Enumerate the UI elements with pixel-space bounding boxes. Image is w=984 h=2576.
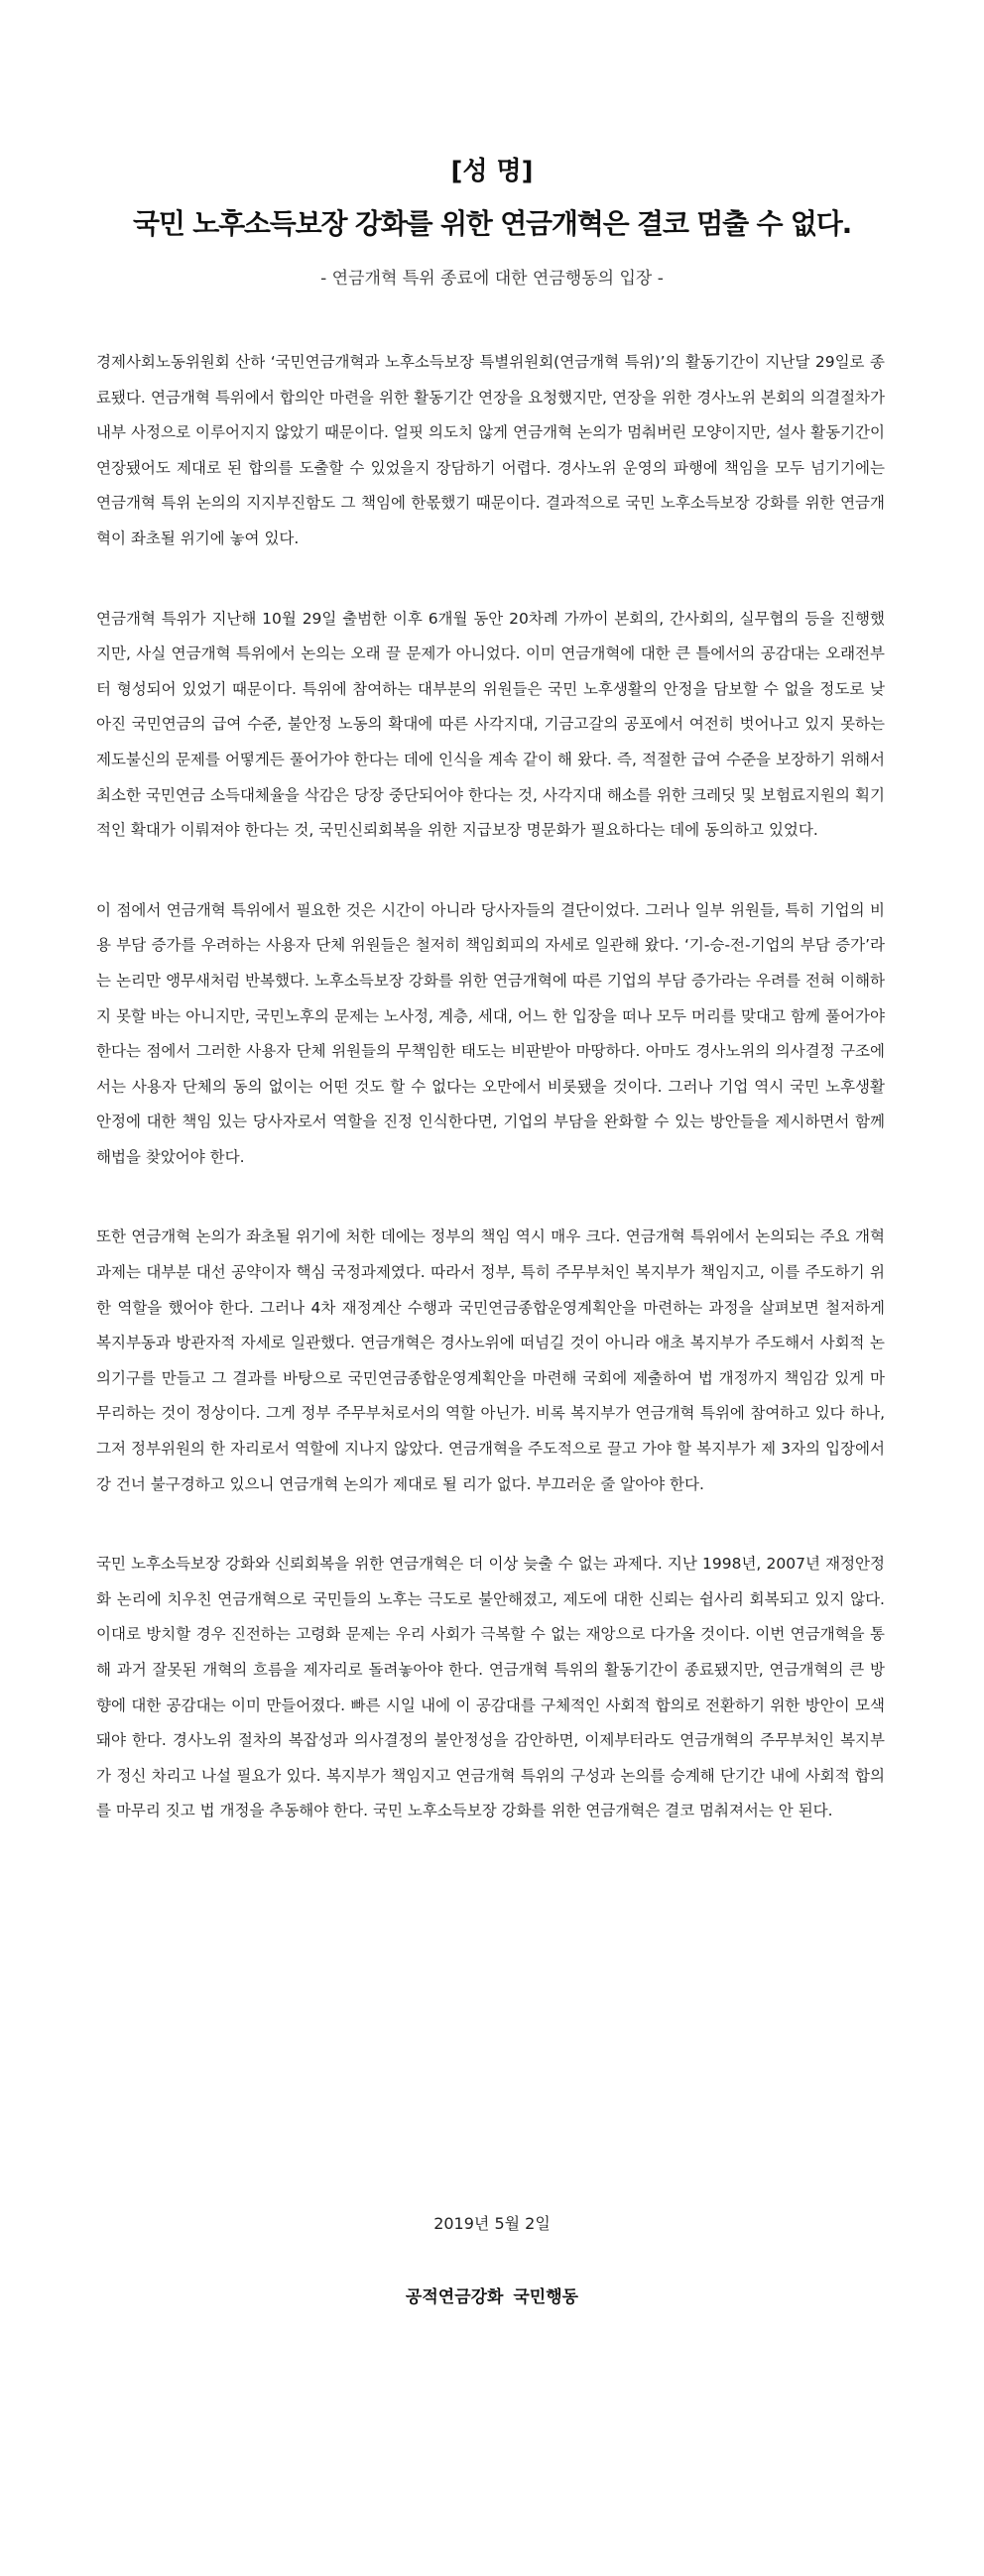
statement-date: 2019년 5월 2일 xyxy=(433,2214,551,2233)
statement-label: [성 명] xyxy=(450,157,534,186)
body-paragraph-2: 연금개혁 특위가 지난해 10월 29일 출범한 이후 6개월 동안 20차례 가까이 본회의, 간사회의, 실무협의 등을 진행했지만, 사실 연금개혁 특위에서 논의는 오래 끌 문제가 아니었다. 이미 연금개혁에 대한 큰 틀에서의 공감대는 오래전부터 형성되어 있었기 때문이다. 특위에 참여하는 대부분의 위원들은 국민 노후생활의 안정을 담보할 수 없을 정도로 낮아진 국민연금의 급여 수준, 불안정 노동의 확대에 따른 사각지대, 기금고갈의 공포에서 여전히 벗어나고 있지 못하는 제도불신의 문제를 어떻게든 풀어가야 한다는 데에 인식을 계속 같이 해 왔다. 즉, 적절한 급여 수준을 보장하기 위해서 최소한 국민연금 소득대체율을 삭감은 당장 중단되어야 한다는 것, 사각지대 해소를 위한 크레딧 및 보험료지원의 획기적인 확대가 이뤄져야 한다는 것, 국민신뢰회복을 위한 지급보장 명문화가 필요하다는 데에 동의하고 있었다. xyxy=(96,609,885,840)
statement-subtitle: - 연금개혁 특위 종료에 대한 연금행동의 입장 - xyxy=(320,269,664,289)
statement-body xyxy=(96,345,885,1874)
body-paragraph-3: 이 점에서 연금개혁 특위에서 필요한 것은 시간이 아니라 당사자들의 결단이었다. 그러나 일부 위원들, 특히 기업의 비용 부담 증가를 우려하는 사용자 단체 위원들은 철저히 책임회피의 자세로 일관해 왔다. ‘기-승-전-기업의 부담 증가’라는 논리만 앵무새처럼 반복했다. 노후소득보장 강화를 위한 연금개혁에 따른 기업의 부담 증가라는 우려를 전혀 이해하지 못할 바는 아니지만, 국민노후의 문제는 노사정, 계층, 세대, 어느 한 입장을 떠나 모두 머리를 맞대고 함께 풀어가야 한다는 점에서 그러한 사용자 단체 위원들의 무책임한 태도는 비판받아 마땅하다. 아마도 경사노위의 의사결정 구조에서는 사용자 단체의 동의 없이는 어떤 것도 할 수 없다는 오만에서 비롯됐을 것이다. 그러나 기업 역시 국민 노후생활 안정에 대한 책임 있는 당사자로서 역할을 진정 인식한다면, 기업의 부담을 완화할 수 있는 방안들을 제시하면서 함께 해법을 찾았어야 한다. xyxy=(96,900,885,1166)
statement-title: 국민 노후소득보장 강화를 위한 연금개혁은 결코 멈출 수 없다. xyxy=(132,207,852,240)
body-paragraph-1: 경제사회노동위원회 산하 ‘국민연금개혁과 노후소득보장 특별위원회(연금개혁 특위)’의 활동기간이 지난달 29일로 종료됐다. 연금개혁 특위에서 합의안 마련을 위한 활동기간 연장을 요청했지만, 연장을 위한 경사노위 본회의 의결절차가 내부 사정으로 이루어지지 않았기 때문이다. 얼핏 의도치 않게 연금개혁 논의가 멈춰버린 모양이지만, 설사 활동기간이 연장됐어도 제대로 된 합의를 도출할 수 있었을지 장담하기 어렵다. 경사노위 운영의 파행에 책임을 모두 넘기기에는 연금개혁 특위 논의의 지지부진함도 그 책임에 한몫했기 때문이다. 결과적으로 국민 노후소득보장 강화를 위한 연금개혁이 좌초될 위기에 놓여 있다. xyxy=(96,353,885,547)
body-paragraph-4: 또한 연금개혁 논의가 좌초될 위기에 처한 데에는 정부의 책임 역시 매우 크다. 연금개혁 특위에서 논의되는 주요 개혁과제는 대부분 대선 공약이자 핵심 국정과제였다. 따라서 정부, 특히 주무부처인 복지부가 책임지고, 이를 주도하기 위한 역할을 했어야 한다. 그러나 4차 재정계산 수행과 국민연금종합운영계획안을 마련하는 과정을 살펴보면 철저하게 복지부동과 방관자적 자세로 일관했다. 연금개혁은 경사노위에 떠넘길 것이 아니라 애초 복지부가 주도해서 사회적 논의기구를 만들고 그 결과를 바탕으로 국민연금종합운영계획안을 마련해 국회에 제출하여 법 개정까지 책임감 있게 마무리하는 것이 정상이다. 그게 정부 주무부처로서의 역할 아닌가. 비록 복지부가 연금개혁 특위에 참여하고 있다 하나, 그저 정부위원의 한 자리로서 역할에 지나지 않았다. 연금개혁을 주도적으로 끌고 가야 할 복지부가 제 3자의 입장에서 강 건너 불구경하고 있으니 연금개혁 논의가 제대로 될 리가 없다. 부끄러운 줄 알아야 한다. xyxy=(96,1228,885,1493)
statement-signature: 공적연금강화 국민행동 xyxy=(405,2287,579,2307)
body-paragraph-5: 국민 노후소득보장 강화와 신뢰회복을 위한 연금개혁은 더 이상 늦출 수 없는 과제다. 지난 1998년, 2007년 재정안정화 논리에 치우친 연금개혁으로 국민들의 노후는 극도로 불안해졌고, 제도에 대한 신뢰는 쉽사리 회복되고 있지 않다. 이대로 방치할 경우 진전하는 고령화 문제는 우리 사회가 극복할 수 없는 재앙으로 다가올 것이다. 이번 연금개혁을 통해 과거 잘못된 개혁의 흐름을 제자리로 돌려놓아야 한다. 연금개혁 특위의 활동기간이 종료됐지만, 연금개혁의 큰 방향에 대한 공감대는 이미 만들어졌다. 빠른 시일 내에 이 공감대를 구체적인 사회적 합의로 전환하기 위한 방안이 모색돼야 한다. 경사노위 절차의 복잡성과 의사결정의 불안정성을 감안하면, 이제부터라도 연금개혁의 주무부처인 복지부가 정신 차리고 나설 필요가 있다. 복지부가 책임지고 연금개혁 특위의 구성과 논의를 승계해 단기간 내에 사회적 합의를 마무리 짓고 법 개정을 추동해야 한다. 국민 노후소득보장 강화를 위한 연금개혁은 결코 멈춰져서는 안 된다. xyxy=(96,1555,885,1820)
